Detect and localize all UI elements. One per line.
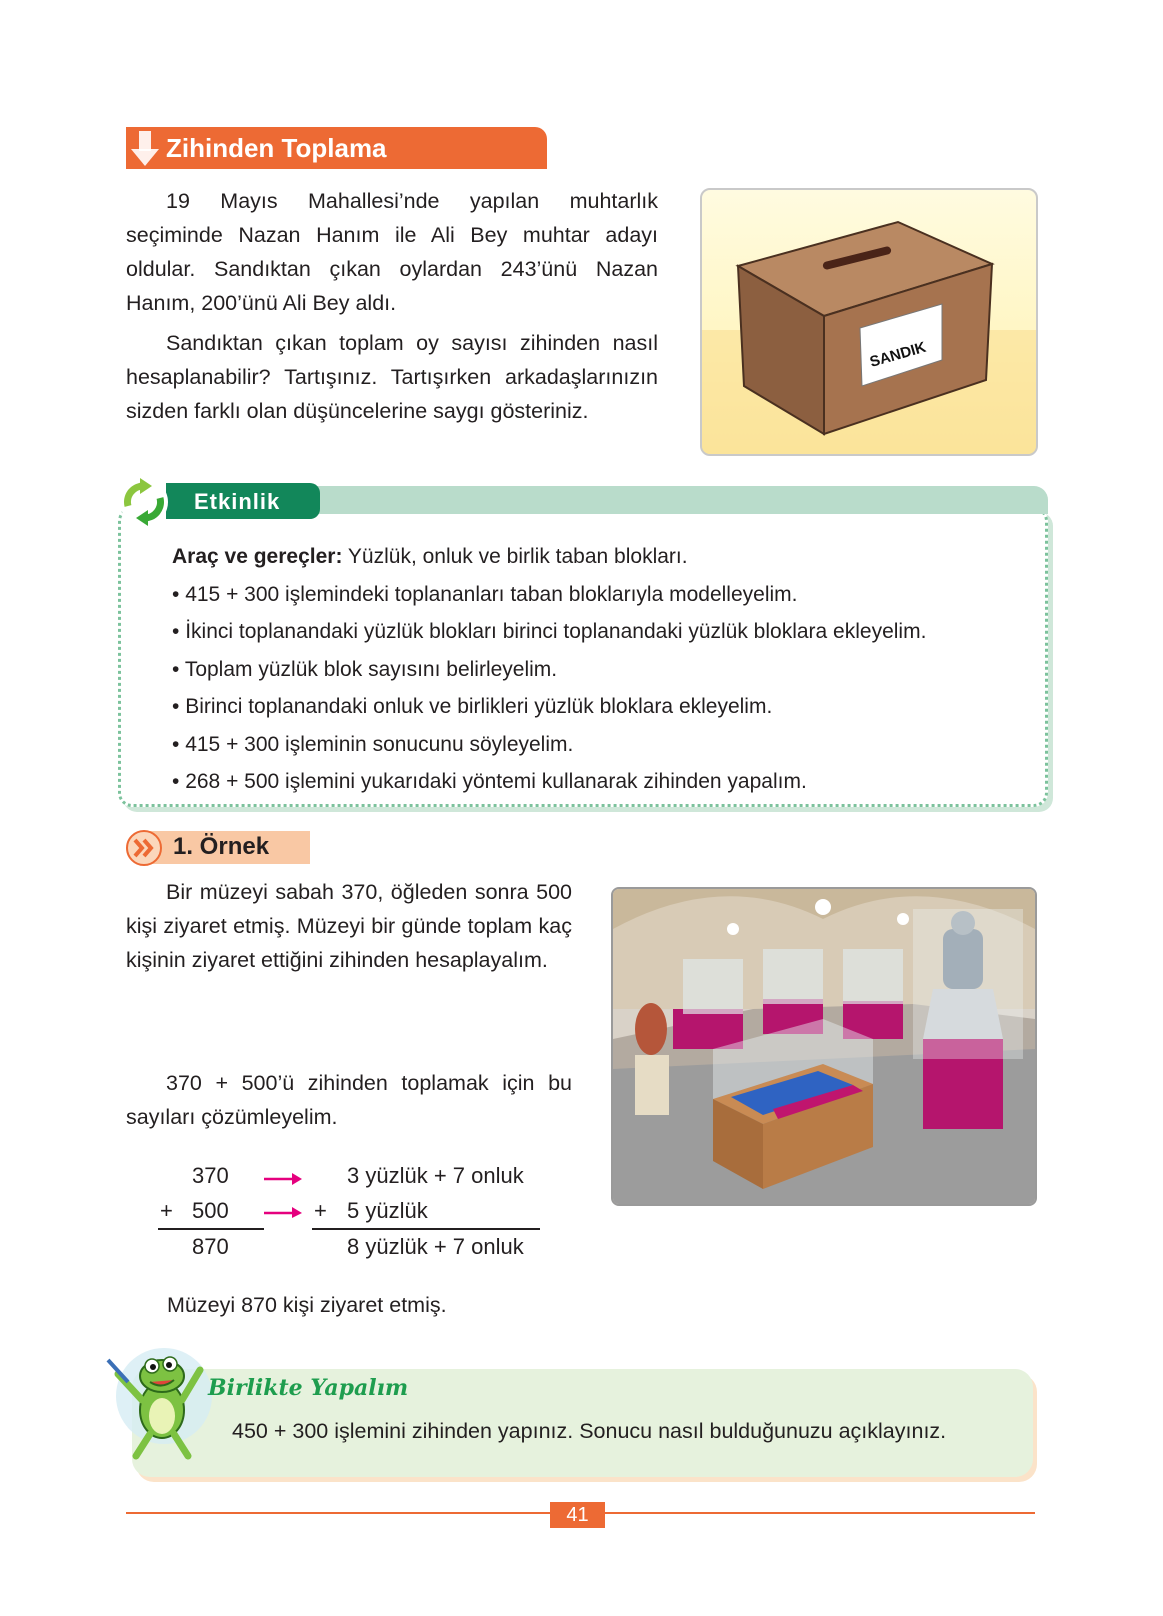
activity-item: • Toplam yüzlük blok sayısını belirleyelim. xyxy=(172,657,558,681)
activity-item: • Birinci toplanandaki onluk ve birlikleri yüzlük bloklara ekleyelim. xyxy=(172,695,773,718)
intro-paragraph-2: Sandıktan çıkan toplam oy sayısı zihinden nasıl hesaplanabilir? Tartışınız. Tartışırken arkadaşlarınızın sizden farklı olan düşüncelerine saygı gösteriniz. xyxy=(126,331,658,423)
together-text: 450 + 300 işlemini zihinden yapınız. Sonucu nasıl bulduğunuzu açıklayınız. xyxy=(232,1419,947,1443)
together-title: Birlikte Yapalım xyxy=(208,1375,409,1401)
footer-line-right xyxy=(605,1512,1035,1514)
activity-content xyxy=(172,538,926,801)
activity-item: • 415 + 300 işleminin sonucunu söyleyelim. xyxy=(172,732,574,756)
materials-line xyxy=(172,538,926,576)
calc-sum-line-right xyxy=(312,1228,540,1230)
example-text: Bir müzeyi sabah 370, öğleden sonra 500 kişi ziyaret etmiş. Müzeyi bir günde toplam kaç kişinin ziyaret ettiğini zihinden hesaplayalım. xyxy=(126,880,572,972)
activity-header-band xyxy=(315,486,1048,514)
calc-sum: 870 xyxy=(192,1234,229,1259)
ballot-box-drawing xyxy=(702,190,1036,454)
section-title: Zihinden Toplama xyxy=(166,133,387,163)
decompose-arrows-icon xyxy=(262,1168,302,1218)
double-chevron-icon xyxy=(125,829,163,867)
example-conclusion: Müzeyi 870 kişi ziyaret etmiş. xyxy=(167,1293,447,1317)
museum-drawing xyxy=(613,889,1035,1204)
calc-parts-1: 3 yüzlük + 7 onluk xyxy=(347,1163,524,1188)
ballot-box-label: SANDIK xyxy=(867,338,928,371)
section-header xyxy=(126,127,547,169)
activity-tab xyxy=(166,483,320,519)
activity-item: • İkinci toplanandaki yüzlük blokları birinci toplanandaki yüzlük bloklara ekleyelim. xyxy=(172,620,927,643)
down-arrow-icon xyxy=(130,131,160,167)
materials-text: Yüzlük, onluk ve birlik taban blokları. xyxy=(342,545,688,568)
ballot-box-illustration xyxy=(700,188,1038,456)
museum-illustration xyxy=(611,887,1037,1206)
activity-item: • 415 + 300 işlemindeki toplananları taban bloklarıyla modelleyelim. xyxy=(172,582,798,606)
intro-paragraph-1: 19 Mayıs Mahallesi’nde yapılan muhtarlık seçiminde Nazan Hanım ile Ali Bey muhtar adayı oldular. Sandıktan çıkan oylardan 243’ünü Nazan Hanım, 200’ünü Ali Bey aldı. xyxy=(126,189,658,315)
calc-addend-2: 500 xyxy=(192,1198,229,1223)
calc-sum-parts: 8 yüzlük + 7 onluk xyxy=(347,1234,524,1259)
page-number: 41 xyxy=(550,1502,605,1528)
materials-label: Araç ve gereçler: xyxy=(172,545,343,568)
example-title: 1. Örnek xyxy=(173,833,270,860)
activity-tab-label: Etkinlik xyxy=(194,489,281,514)
calc-addend-1: 370 xyxy=(192,1163,229,1188)
calc-parts-2: 5 yüzlük xyxy=(347,1198,428,1223)
calc-plus-right: + xyxy=(314,1198,327,1223)
frog-mascot-icon xyxy=(100,1330,220,1470)
activity-item: • 268 + 500 işlemini yukarıdaki yöntemi kullanarak zihinden yapalım. xyxy=(172,770,807,793)
example-step: 370 + 500’ü zihinden toplamak için bu sayıları çözümleyelim. xyxy=(126,1071,572,1129)
calc-sum-line-left xyxy=(158,1228,264,1230)
recycle-arrows-icon xyxy=(118,476,170,528)
intro-text xyxy=(126,184,658,428)
calc-plus-left: + xyxy=(160,1198,173,1223)
footer-line-left xyxy=(126,1512,550,1514)
